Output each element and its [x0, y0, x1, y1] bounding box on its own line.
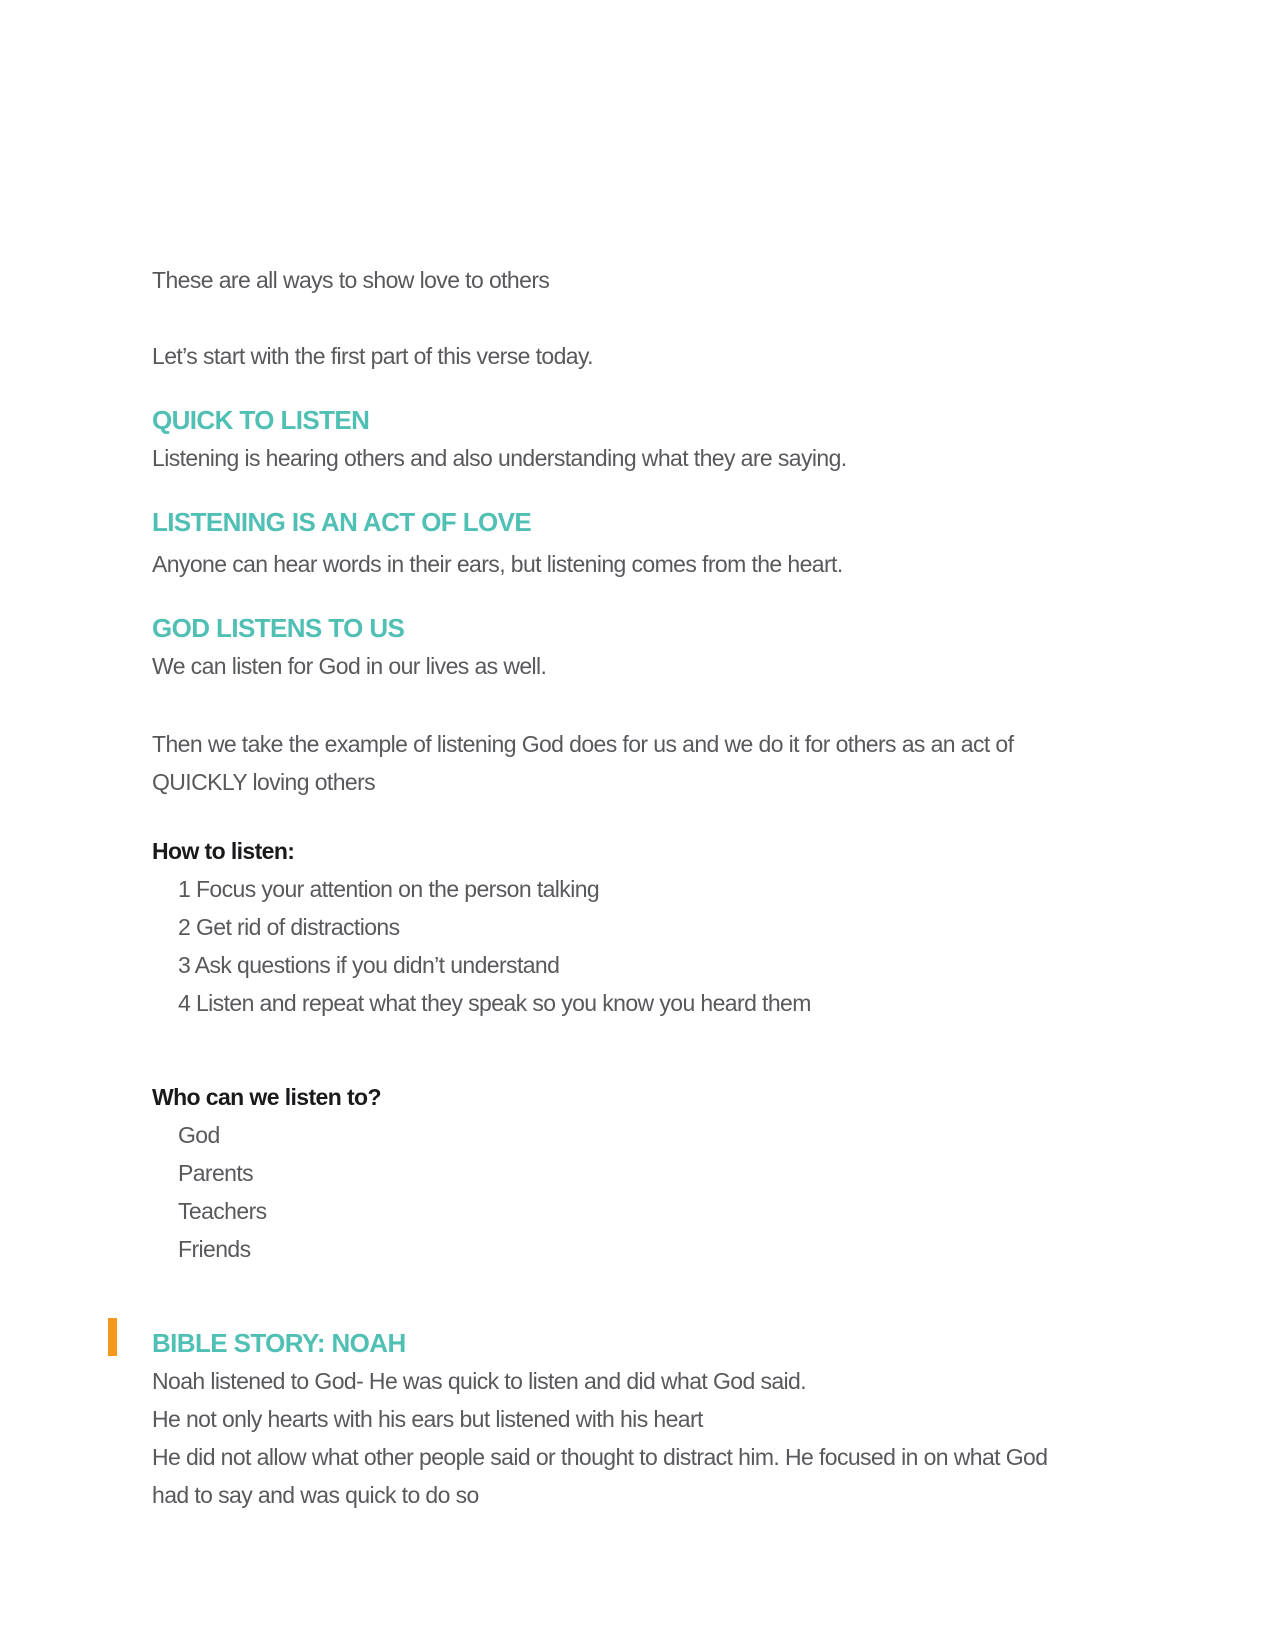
who-to-listen-item-4: Friends	[178, 1236, 251, 1262]
bible-story-line-3: He did not allow what other people said or thought to distract him. He focused in on what God	[152, 1444, 1048, 1470]
how-to-listen-item-3: 3 Ask questions if you didn’t understand	[178, 952, 560, 978]
who-to-listen-item-2: Parents	[178, 1160, 254, 1186]
how-to-listen-item-1: 1 Focus your attention on the person talking	[178, 876, 600, 902]
bible-story-line-1: Noah listened to God- He was quick to listen and did what God said.	[152, 1368, 807, 1394]
intro-paragraph-2: Let’s start with the first part of this verse today.	[152, 343, 593, 369]
heading-god-listens: GOD LISTENS TO US	[152, 613, 405, 643]
bible-story-line-2: He not only hearts with his ears but listened with his heart	[152, 1406, 703, 1432]
section-accent-bar	[108, 1318, 117, 1356]
how-to-listen-label: How to listen:	[152, 838, 295, 864]
who-to-listen-item-3: Teachers	[178, 1198, 267, 1224]
how-to-listen-item-2: 2 Get rid of distractions	[178, 914, 400, 940]
body-quick-to-listen: Listening is hearing others and also understanding what they are saying.	[152, 445, 847, 471]
who-to-listen-item-1: God	[178, 1122, 220, 1148]
bible-story-line-4: had to say and was quick to do so	[152, 1482, 479, 1508]
intro-paragraph-1: These are all ways to show love to others	[152, 267, 550, 293]
lesson-content	[152, 0, 1162, 1514]
body-god-listens: We can listen for God in our lives as well.	[152, 653, 547, 679]
heading-bible-story-noah: BIBLE STORY: NOAH	[152, 1328, 406, 1358]
example-paragraph-line-1: Then we take the example of listening God does for us and we do it for others as an act of	[152, 731, 1014, 757]
example-paragraph-line-2: QUICKLY loving others	[152, 769, 376, 795]
heading-quick-to-listen: QUICK TO LISTEN	[152, 405, 370, 435]
how-to-listen-item-4: 4 Listen and repeat what they speak so you know you heard them	[178, 990, 811, 1016]
who-to-listen-label: Who can we listen to?	[152, 1084, 381, 1110]
heading-act-of-love: LISTENING IS AN ACT OF LOVE	[152, 507, 532, 537]
body-act-of-love: Anyone can hear words in their ears, but listening comes from the heart.	[152, 551, 843, 577]
